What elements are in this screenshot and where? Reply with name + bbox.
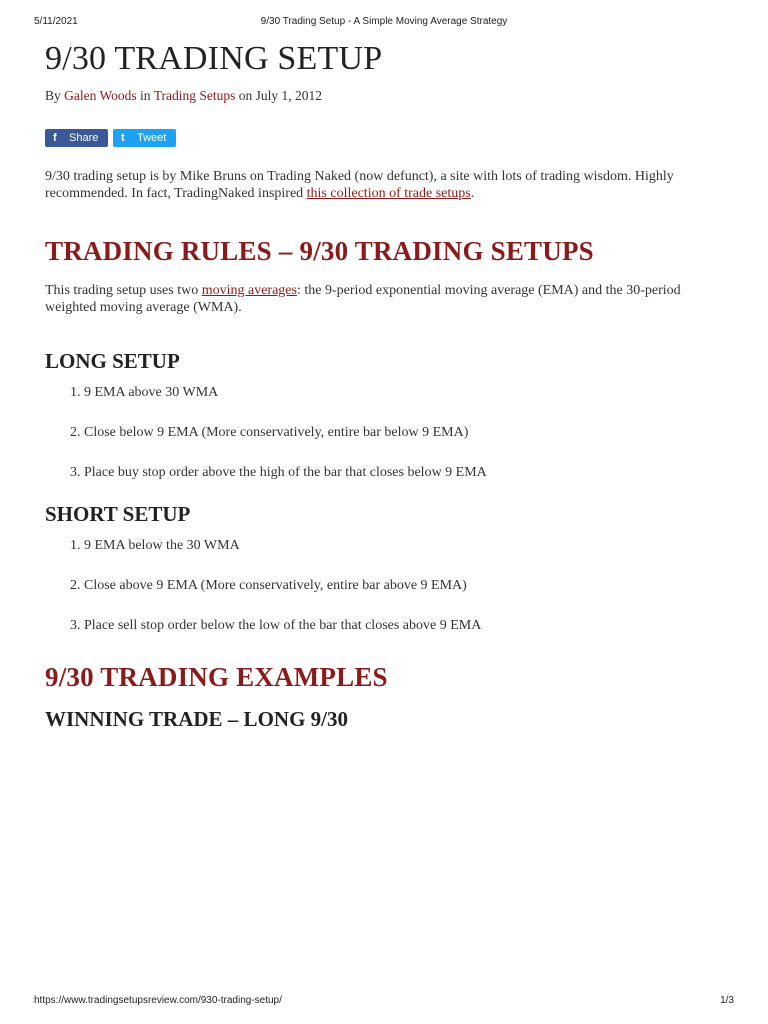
intro-text: 9/30 trading setup is by Mike Bruns on Trading Naked (now defunct), a site with lots of trading wisdom. Highly recommended. In fact, TradingNaked inspired — [45, 169, 674, 201]
moving-averages-link[interactable]: moving averages — [201, 283, 297, 298]
post-meta — [45, 88, 725, 104]
intro-period: . — [470, 186, 475, 201]
twitter-icon: t — [121, 132, 125, 144]
list-item: 1. 9 EMA below the 30 WMA — [84, 537, 725, 554]
author-link[interactable]: Galen Woods — [64, 88, 137, 103]
twitter-tweet-label: Tweet — [137, 132, 167, 144]
rules-paragraph — [45, 282, 725, 316]
meta-by: By — [45, 88, 65, 103]
list-item: 2. Close above 9 EMA (More conservatively, entire bar above 9 EMA) — [84, 577, 725, 594]
facebook-share-label: Share — [69, 132, 99, 144]
print-document-title: 9/30 Trading Setup - A Simple Moving Average Strategy — [260, 16, 508, 27]
trading-examples-heading: 9/30 TRADING EXAMPLES — [45, 662, 388, 692]
page-title: 9/30 TRADING SETUP — [45, 40, 383, 77]
print-url: https://www.tradingsetupsreview.com/930-trading-setup/ — [34, 995, 282, 1006]
print-header — [34, 16, 734, 30]
long-setup-heading: LONG SETUP — [45, 349, 180, 373]
list-item: 3. Place buy stop order above the high of the bar that closes below 9 EMA — [84, 464, 725, 481]
short-setup-list — [45, 537, 725, 634]
category-link[interactable]: Trading Setups — [153, 88, 236, 103]
meta-in: in — [136, 88, 154, 103]
list-item: 2. Close below 9 EMA (More conservatively, entire bar below 9 EMA) — [84, 424, 725, 441]
facebook-icon: f — [53, 132, 57, 144]
meta-date: on July 1, 2012 — [235, 88, 322, 103]
rules-text-rest: : the 9-period exponential moving average (EMA) and the 30-period weighted moving average (WMA). — [45, 283, 681, 315]
rules-text: This trading setup uses two — [45, 283, 202, 298]
page-number: 1/3 — [720, 995, 734, 1006]
trade-setups-collection-link[interactable]: this collection of trade setups — [306, 186, 471, 201]
print-date: 5/11/2021 — [34, 16, 78, 27]
trading-rules-heading: TRADING RULES – 9/30 TRADING SETUPS — [45, 236, 594, 266]
list-item: 1. 9 EMA above 30 WMA — [84, 384, 725, 401]
twitter-tweet-button[interactable] — [113, 129, 176, 147]
list-item: 3. Place sell stop order below the low of the bar that closes above 9 EMA — [84, 617, 725, 634]
print-footer — [34, 995, 734, 1009]
long-setup-list — [45, 384, 725, 481]
facebook-share-button[interactable] — [45, 129, 108, 147]
short-setup-heading: SHORT SETUP — [45, 502, 191, 526]
intro-paragraph — [45, 168, 725, 202]
winning-trade-heading: WINNING TRADE – LONG 9/30 — [45, 707, 348, 731]
article — [45, 38, 725, 731]
share-buttons — [45, 129, 725, 147]
